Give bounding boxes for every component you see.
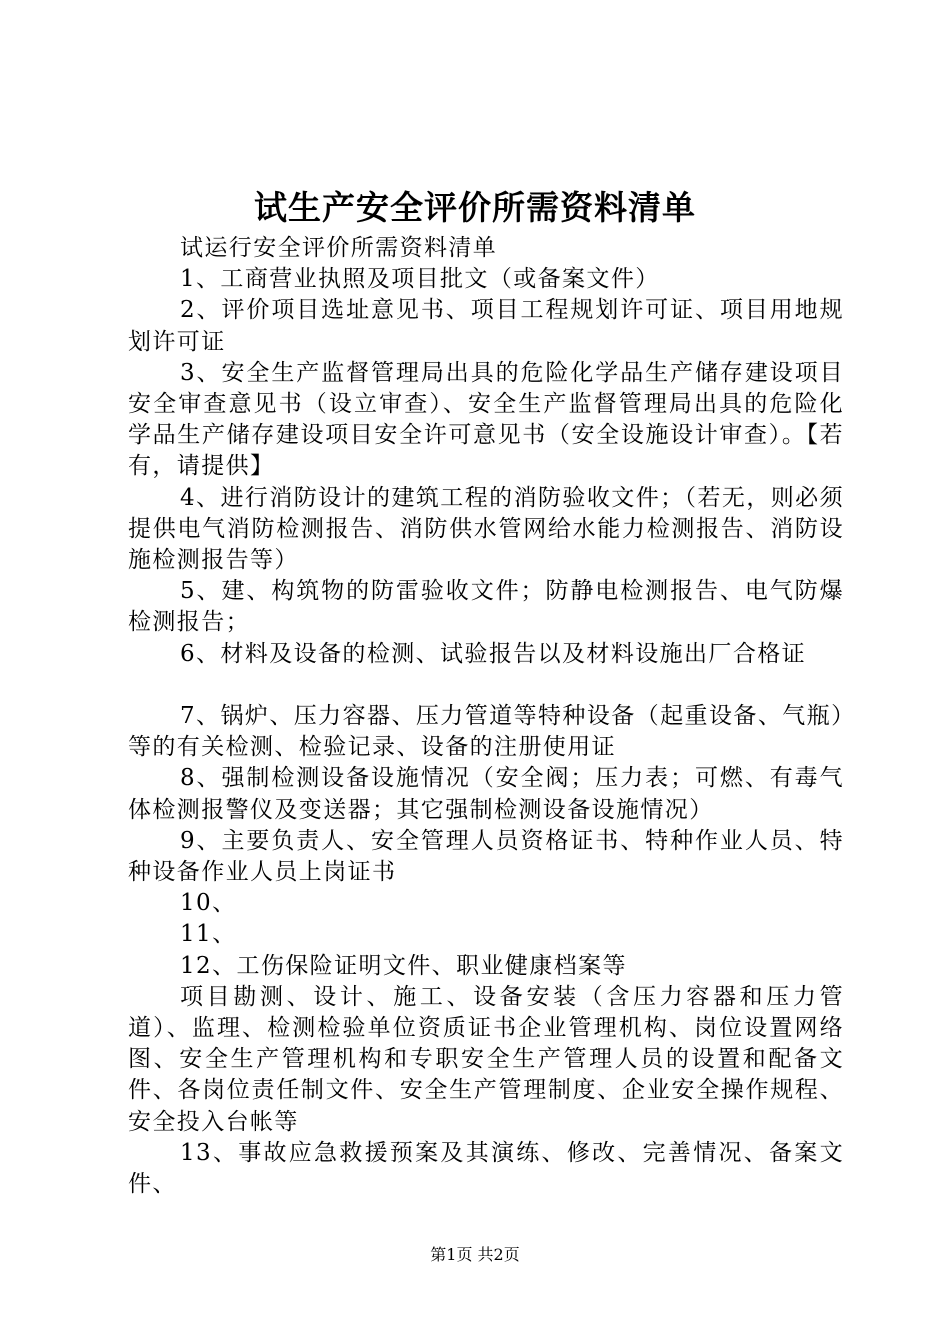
paragraph-item-10: 10、 <box>180 890 237 917</box>
paragraph-subtitle: 试运行安全评价所需资料清单 <box>180 235 498 261</box>
document-title: 试生产安全评价所需资料清单 <box>254 188 696 227</box>
paragraph-item-3: 3、安全生产监督管理局出具的危险化学品生产储存建设项目安全审查意见书（设立审查）、安全生产监督管理局出具的危险化学品生产储存建设项目安全许可意见书（安全设施设计审查）。【若有，请提供】 <box>128 359 844 480</box>
paragraph-item-8: 8、强制检测设备设施情况（安全阀；压力表；可燃、有毒气体检测报警仪及变送器；其它强制检测设备设施情况） <box>128 765 844 823</box>
paragraph-item-2: 2、评价项目选址意见书、项目工程规划许可证、项目用地规划许可证 <box>128 297 844 355</box>
paragraph-item-7: 7、锅炉、压力容器、压力管道等特种设备（起重设备、气瓶）等的有关检测、检验记录、设备的注册使用证 <box>128 703 844 761</box>
paragraph-item-11: 11、 <box>180 921 237 948</box>
paragraph-item-6: 6、材料及设备的检测、试验报告以及材料设施出厂合格证 <box>180 640 807 667</box>
paragraph-item-1: 1、工商营业执照及项目批文（或备案文件） <box>180 266 660 293</box>
paragraph-item-9: 9、主要负责人、安全管理人员资格证书、特种作业人员、特种设备作业人员上岗证书 <box>128 827 844 886</box>
document-body <box>128 233 844 1200</box>
paragraph-item-12: 12、工伤保险证明文件、职业健康档案等 <box>180 952 627 979</box>
paragraph-qualifications: 项目勘测、设计、施工、设备安装（含压力容器和压力管道）、监理、检测检验单位资质证书企业管理机构、岗位设置网络图、安全生产管理机构和专职安全生产管理人员的设置和配备文件、各岗位责任制文件、安全生产管理制度、企业安全操作规程、安全投入台帐等 <box>128 983 844 1135</box>
paragraph-item-5: 5、建、构筑物的防雷验收文件；防静电检测报告、电气防爆检测报告； <box>128 578 844 636</box>
page-footer: 第1页 共2页 <box>430 1245 520 1264</box>
paragraph-item-4: 4、进行消防设计的建筑工程的消防验收文件；（若无，则必须提供电气消防检测报告、消防供水管网给水能力检测报告、消防设施检测报告等） <box>128 484 844 574</box>
blank-line <box>128 670 844 701</box>
paragraph-item-13: 13、事故应急救援预案及其演练、修改、完善情况、备案文件、 <box>128 1139 844 1198</box>
